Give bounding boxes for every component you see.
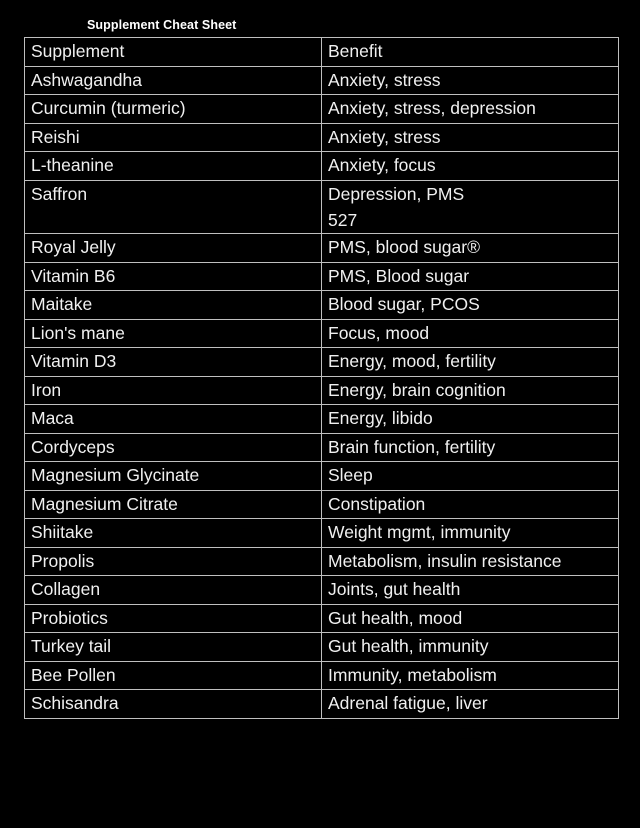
benefit-text: Anxiety, stress, depression — [328, 98, 536, 118]
cell-supplement — [25, 152, 322, 181]
cell-benefit — [322, 152, 619, 181]
cell-benefit — [322, 234, 619, 263]
supplement-name: Saffron — [31, 183, 88, 204]
benefit-text: Focus, mood — [328, 322, 430, 343]
cell-benefit — [322, 376, 619, 405]
supplement-name: Shiitake — [31, 522, 94, 542]
table-row — [25, 519, 619, 548]
cell-benefit — [322, 66, 619, 95]
supplement-name: Magnesium Citrate — [31, 493, 178, 514]
cell-benefit — [322, 576, 619, 605]
cell-benefit — [322, 262, 619, 291]
table-row — [25, 180, 619, 234]
benefit-text: Depression, PMS — [328, 183, 465, 204]
cell-supplement — [25, 633, 322, 662]
supplement-name: Vitamin D3 — [31, 351, 117, 371]
table-row — [25, 490, 619, 519]
table-row — [25, 262, 619, 291]
table-row — [25, 576, 619, 605]
supplement-name: Maitake — [31, 294, 93, 314]
cell-benefit — [322, 405, 619, 434]
cell-supplement — [25, 519, 322, 548]
table-row — [25, 123, 619, 152]
cell-supplement — [25, 547, 322, 576]
page-title: Supplement Cheat Sheet — [87, 18, 237, 32]
supplement-name: Curcumin (turmeric) — [31, 98, 186, 118]
table-row — [25, 66, 619, 95]
supplement-name: Turkey tail — [31, 636, 112, 656]
cell-supplement — [25, 123, 322, 152]
benefit-text: Energy, mood, fertility — [328, 351, 496, 371]
benefit-text: PMS, Blood sugar — [328, 265, 470, 286]
benefit-text: Gut health, mood — [328, 607, 463, 628]
cell-benefit — [322, 123, 619, 152]
cell-benefit — [322, 433, 619, 462]
supplement-name: Iron — [31, 379, 62, 400]
cell-supplement — [25, 348, 322, 377]
header-benefit: Benefit — [322, 38, 619, 67]
header-supplement: Supplement — [25, 38, 322, 67]
table-header-row — [25, 38, 619, 67]
cell-supplement — [25, 66, 322, 95]
table-row — [25, 661, 619, 690]
table-row — [25, 95, 619, 124]
table-row — [25, 234, 619, 263]
cell-supplement — [25, 433, 322, 462]
benefit-text: Blood sugar, PCOS — [328, 294, 480, 314]
supplement-name: Vitamin B6 — [31, 265, 116, 286]
benefit-text: Immunity, metabolism — [328, 664, 497, 685]
benefit-text: Gut health, immunity — [328, 636, 489, 656]
table-row — [25, 462, 619, 491]
cell-supplement — [25, 405, 322, 434]
cell-supplement — [25, 462, 322, 491]
benefit-text: Metabolism, insulin resistance — [328, 550, 562, 571]
cell-supplement — [25, 604, 322, 633]
cell-supplement — [25, 95, 322, 124]
cell-benefit — [322, 547, 619, 576]
benefit-text: PMS, blood sugar® — [328, 237, 480, 257]
cell-benefit — [322, 180, 619, 234]
table-row — [25, 633, 619, 662]
cell-benefit — [322, 348, 619, 377]
table-row — [25, 433, 619, 462]
supplement-name: Bee Pollen — [31, 664, 116, 685]
cell-supplement — [25, 319, 322, 348]
cell-benefit — [322, 519, 619, 548]
supplement-name: Magnesium Glycinate — [31, 465, 200, 485]
supplement-name: Schisandra — [31, 693, 119, 713]
supplement-name: Royal Jelly — [31, 237, 116, 257]
cell-benefit — [322, 319, 619, 348]
cell-supplement — [25, 262, 322, 291]
cell-benefit — [322, 661, 619, 690]
supplement-name: Propolis — [31, 550, 95, 571]
cell-supplement — [25, 291, 322, 320]
table-row — [25, 604, 619, 633]
cell-benefit — [322, 604, 619, 633]
cell-benefit — [322, 690, 619, 719]
table-row — [25, 376, 619, 405]
benefit-text: Constipation — [328, 493, 426, 514]
benefit-text: Energy, libido — [328, 408, 433, 428]
benefit-text: Joints, gut health — [328, 579, 461, 599]
table-row — [25, 405, 619, 434]
cell-supplement — [25, 234, 322, 263]
benefit-text: Energy, brain cognition — [328, 379, 506, 400]
benefit-text: Adrenal fatigue, liver — [328, 693, 488, 713]
cell-supplement — [25, 576, 322, 605]
cell-supplement — [25, 490, 322, 519]
cell-supplement — [25, 376, 322, 405]
supplement-name: Maca — [31, 408, 74, 428]
table-row — [25, 690, 619, 719]
supplement-name: Lion's mane — [31, 322, 125, 343]
cell-benefit — [322, 462, 619, 491]
table-row — [25, 152, 619, 181]
table-row — [25, 547, 619, 576]
cell-supplement — [25, 180, 322, 234]
benefit-text: Anxiety, stress — [328, 126, 441, 147]
benefit-text: Sleep — [328, 465, 373, 485]
cell-benefit — [322, 291, 619, 320]
supplement-name: Cordyceps — [31, 436, 115, 457]
table-row — [25, 348, 619, 377]
benefit-text: Weight mgmt, immunity — [328, 522, 511, 542]
benefit-text: Anxiety, stress — [328, 69, 441, 90]
supplement-name: L-theanine — [31, 155, 114, 175]
supplement-name: Ashwagandha — [31, 69, 142, 90]
cell-benefit — [322, 95, 619, 124]
cell-supplement — [25, 661, 322, 690]
supplement-name: Reishi — [31, 126, 80, 147]
table-row — [25, 291, 619, 320]
cell-benefit — [322, 490, 619, 519]
benefit-note: 527 — [328, 210, 358, 230]
table-row — [25, 319, 619, 348]
supplement-name: Collagen — [31, 579, 101, 599]
benefit-text: Brain function, fertility — [328, 436, 496, 457]
supplement-name: Probiotics — [31, 607, 108, 628]
supplement-table — [24, 37, 619, 719]
benefit-text: Anxiety, focus — [328, 155, 436, 175]
cell-supplement — [25, 690, 322, 719]
cell-benefit — [322, 633, 619, 662]
table-body — [25, 38, 619, 719]
